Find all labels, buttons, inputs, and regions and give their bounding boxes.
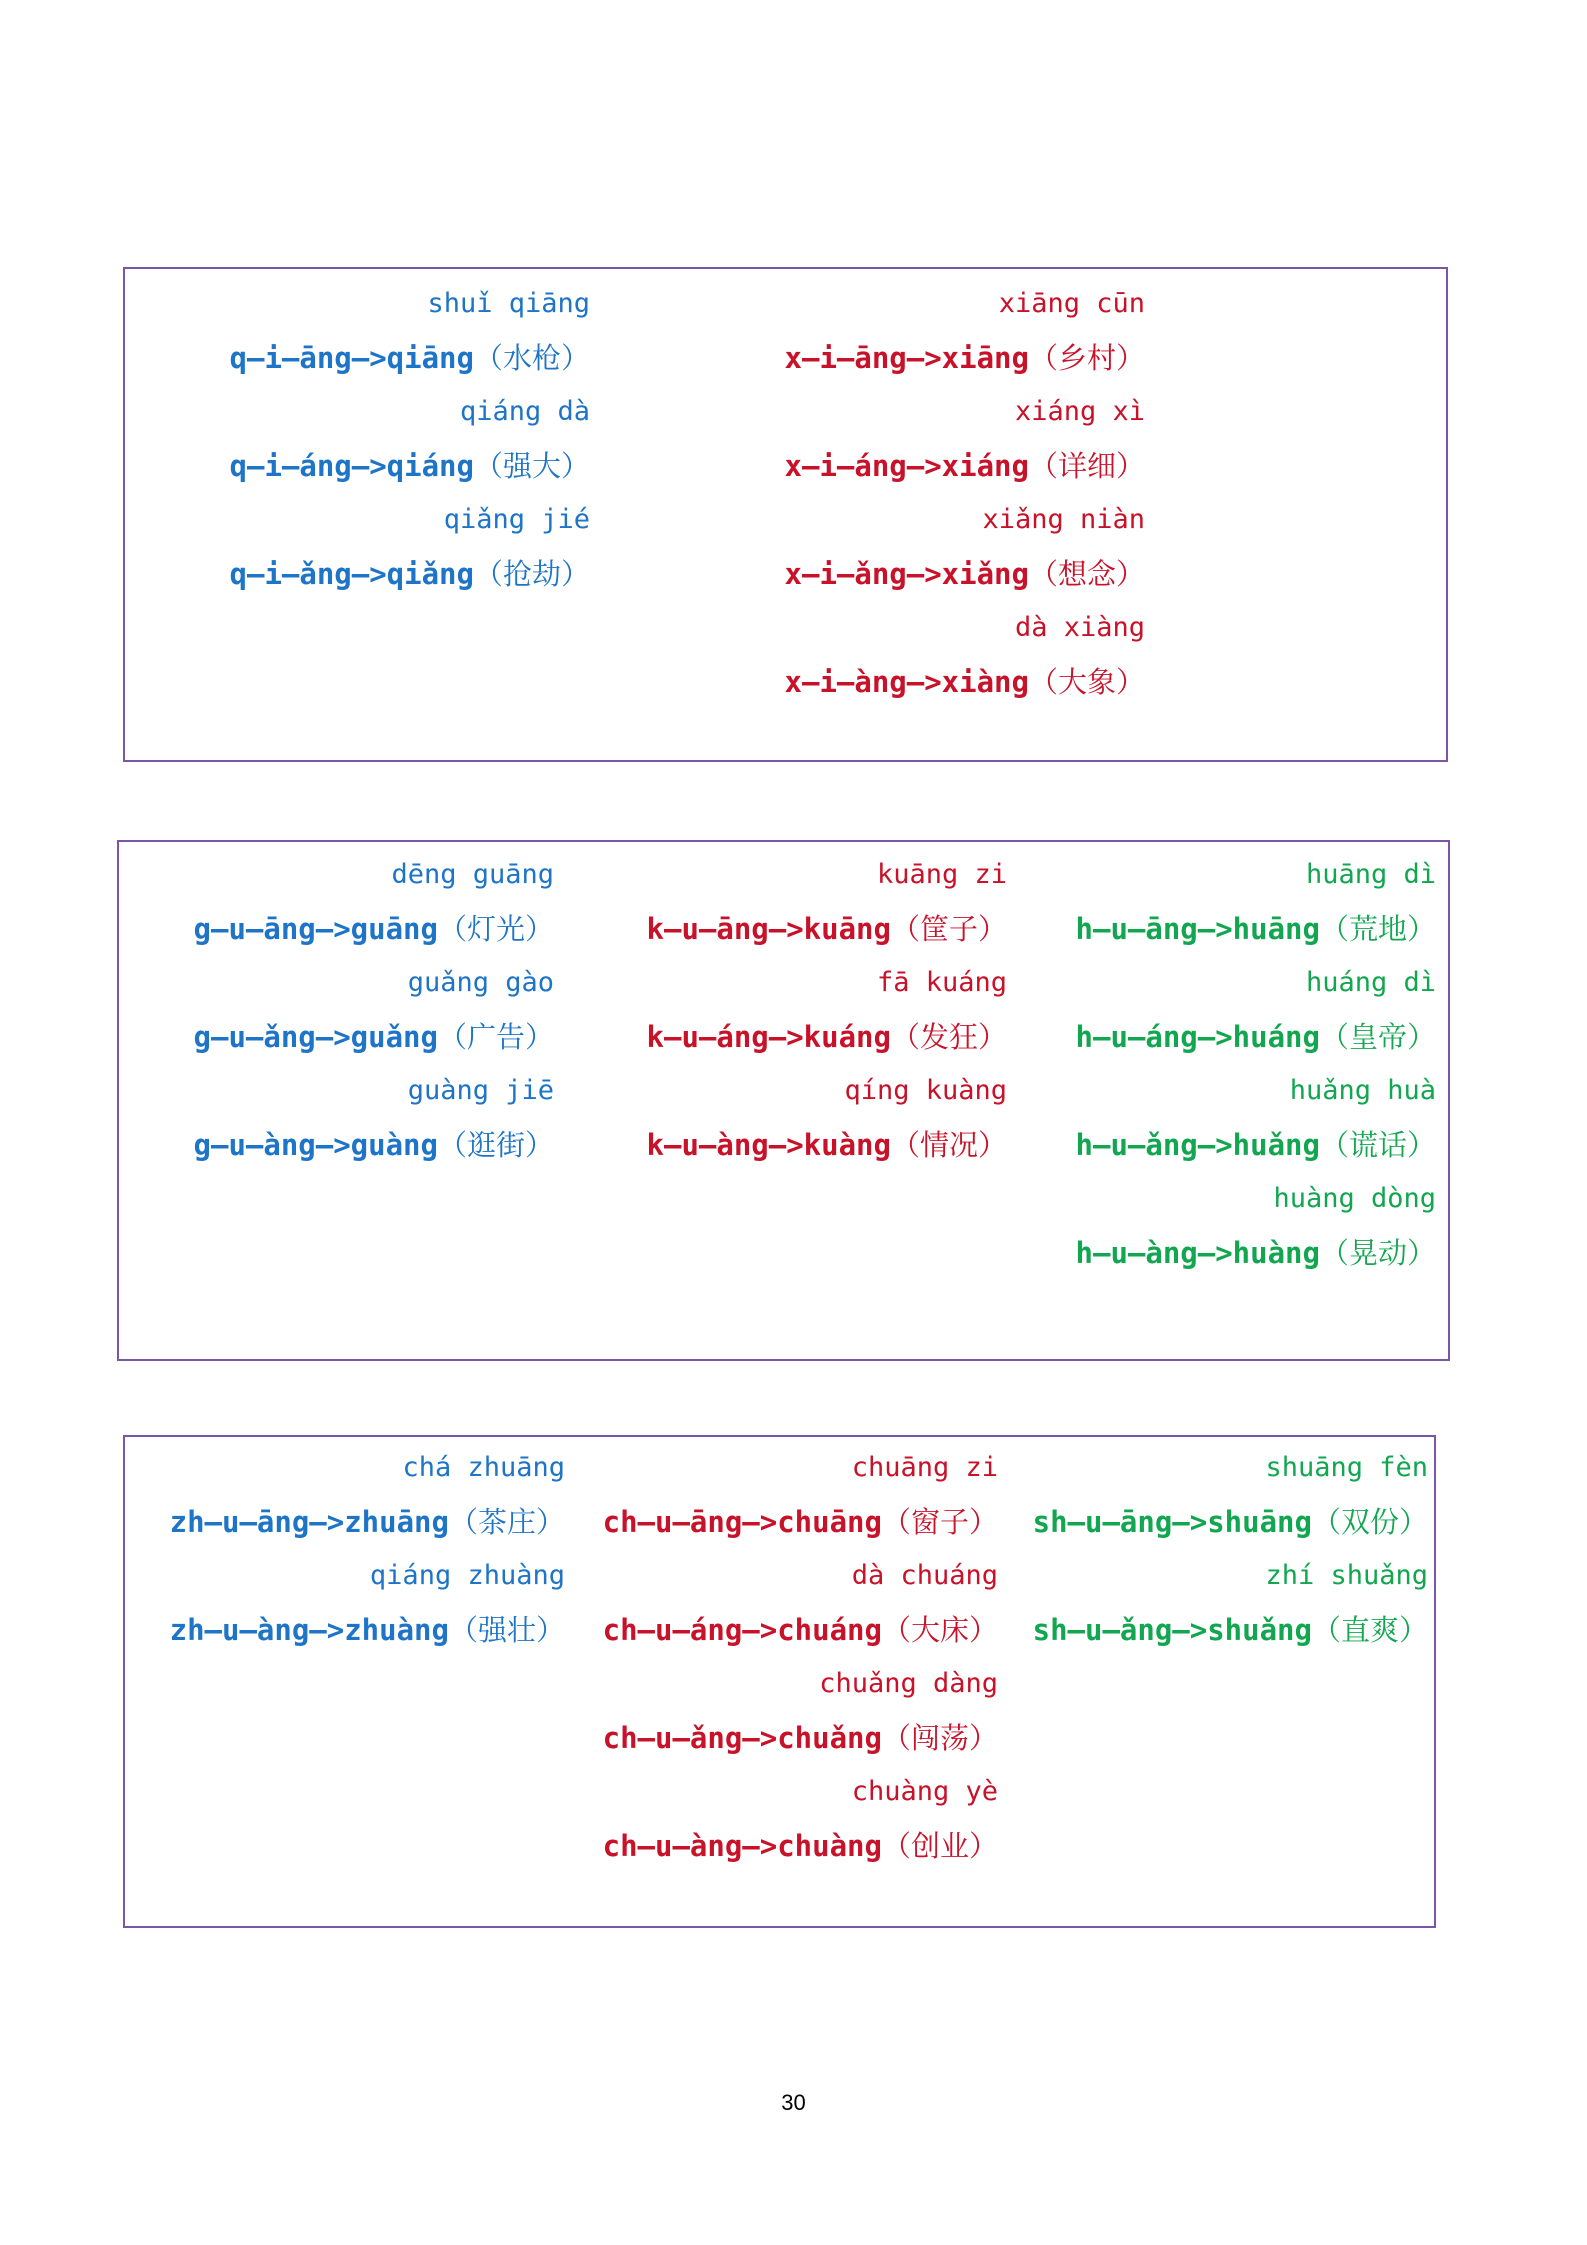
spelling-line [135, 1603, 565, 1657]
list-item [565, 1441, 998, 1549]
spelling-line [135, 1495, 565, 1549]
hanzi-word: （详细） [1028, 449, 1145, 483]
list-item [134, 1064, 554, 1172]
hanzi-word: （广告） [437, 1020, 554, 1054]
list-item [134, 956, 554, 1064]
list-item [135, 1441, 565, 1549]
pinyin-annotation: xiáng xì [1014, 396, 1145, 427]
hanzi-word: （强壮） [448, 1613, 565, 1647]
spelling-parts: k—u—áng—>kuáng [646, 1020, 891, 1054]
spelling-parts: ch—u—àng—>chuàng [602, 1829, 882, 1863]
spelling-parts: q—i—āng—>qiāng [229, 341, 474, 375]
list-item [1014, 1064, 1436, 1172]
hanzi-word: （茶庄） [448, 1505, 565, 1539]
spelling-line [155, 547, 590, 601]
pinyin-annotation: chuāng zi [851, 1452, 998, 1483]
spelling-parts: h—u—ǎng—>huǎng [1075, 1128, 1320, 1162]
pinyin-annotation: guàng jiē [407, 1075, 554, 1106]
hanzi-word: （逛街） [437, 1128, 554, 1162]
list-item [155, 493, 590, 601]
list-item [705, 601, 1145, 709]
page-number: 30 [781, 2090, 806, 2115]
spelling-line [1005, 1603, 1428, 1657]
spelling-parts: x—i—āng—>xiāng [784, 341, 1029, 375]
pinyin-annotation: kuāng zi [876, 859, 1007, 890]
spelling-line [155, 331, 590, 385]
box-qiang-xiang [123, 267, 1448, 762]
pinyin-annotation: huáng dì [1305, 967, 1436, 998]
spelling-parts: g—u—ǎng—>guǎng [193, 1020, 438, 1054]
pinyin-annotation: chuàng yè [851, 1776, 998, 1807]
spelling-line [705, 331, 1145, 385]
hanzi-word: （发狂） [890, 1020, 1007, 1054]
spelling-parts: zh—u—àng—>zhuàng [169, 1613, 449, 1647]
spelling-line [705, 547, 1145, 601]
pinyin-annotation: chuǎng dàng [819, 1668, 998, 1699]
pinyin-annotation: huǎng huà [1289, 1075, 1436, 1106]
hanzi-word: （皇帝） [1319, 1020, 1436, 1054]
spelling-parts: x—i—áng—>xiáng [784, 449, 1029, 483]
column-chuang [565, 1441, 998, 1873]
hanzi-word: （直爽） [1311, 1613, 1428, 1647]
list-item [1014, 1172, 1436, 1280]
spelling-parts: q—i—áng—>qiáng [229, 449, 474, 483]
list-item [565, 1549, 998, 1657]
spelling-parts: sh—u—āng—>shuāng [1032, 1505, 1312, 1539]
spelling-line [1014, 1118, 1436, 1172]
pinyin-annotation: qiǎng jié [443, 504, 590, 535]
box-guang-kuang-huang [117, 840, 1450, 1361]
spelling-parts: q—i—ǎng—>qiǎng [229, 557, 474, 591]
spelling-parts: k—u—āng—>kuāng [646, 912, 891, 946]
spelling-line [569, 1010, 1007, 1064]
pinyin-annotation: guǎng gào [407, 967, 554, 998]
column-zhuang [135, 1441, 565, 1657]
list-item [569, 1064, 1007, 1172]
spelling-line [565, 1603, 998, 1657]
spelling-parts: ch—u—áng—>chuáng [602, 1613, 882, 1647]
spelling-line [705, 439, 1145, 493]
pinyin-annotation: fā kuáng [876, 967, 1007, 998]
spelling-parts: h—u—áng—>huáng [1075, 1020, 1320, 1054]
spelling-line [565, 1819, 998, 1873]
column-qiang [155, 277, 590, 601]
spelling-line [134, 1010, 554, 1064]
spelling-line [569, 1118, 1007, 1172]
hanzi-word: （荒地） [1319, 912, 1436, 946]
spelling-line [155, 439, 590, 493]
hanzi-word: （谎话） [1319, 1128, 1436, 1162]
spelling-parts: x—i—àng—>xiàng [784, 665, 1029, 699]
hanzi-word: （强大） [473, 449, 590, 483]
spelling-line [134, 902, 554, 956]
hanzi-word: （创业） [881, 1829, 998, 1863]
box-zhuang-chuang-shuang [123, 1435, 1436, 1928]
hanzi-word: （水枪） [473, 341, 590, 375]
list-item [1014, 956, 1436, 1064]
pinyin-annotation: dà xiàng [1014, 612, 1145, 643]
list-item [155, 385, 590, 493]
spelling-parts: x—i—ǎng—>xiǎng [784, 557, 1029, 591]
pinyin-annotation: qiáng zhuàng [369, 1560, 565, 1591]
list-item [569, 956, 1007, 1064]
spelling-parts: h—u—āng—>huāng [1075, 912, 1320, 946]
list-item [134, 848, 554, 956]
pinyin-annotation: qiáng dà [459, 396, 590, 427]
hanzi-word: （闯荡） [881, 1721, 998, 1755]
spelling-line [1014, 902, 1436, 956]
pinyin-annotation: xiǎng niàn [982, 504, 1145, 535]
column-huang [1014, 848, 1436, 1280]
pinyin-annotation: shuāng fèn [1265, 1452, 1428, 1483]
list-item [705, 493, 1145, 601]
spelling-parts: ch—u—āng—>chuāng [602, 1505, 882, 1539]
column-shuang [1005, 1441, 1428, 1657]
spelling-line [569, 902, 1007, 956]
spelling-line [1014, 1226, 1436, 1280]
list-item [135, 1549, 565, 1657]
hanzi-word: （双份） [1311, 1505, 1428, 1539]
hanzi-word: （窗子） [881, 1505, 998, 1539]
list-item [1005, 1549, 1428, 1657]
spelling-line [1014, 1010, 1436, 1064]
spelling-line [565, 1495, 998, 1549]
hanzi-word: （晃动） [1319, 1236, 1436, 1270]
column-xiang [705, 277, 1145, 709]
list-item [565, 1765, 998, 1873]
spelling-line [565, 1711, 998, 1765]
spelling-parts: zh—u—āng—>zhuāng [169, 1505, 449, 1539]
hanzi-word: （抢劫） [473, 557, 590, 591]
hanzi-word: （情况） [890, 1128, 1007, 1162]
hanzi-word: （筐子） [890, 912, 1007, 946]
list-item [705, 277, 1145, 385]
hanzi-word: （灯光） [437, 912, 554, 946]
pinyin-annotation: xiāng cūn [998, 288, 1145, 319]
list-item [705, 385, 1145, 493]
spelling-parts: h—u—àng—>huàng [1075, 1236, 1320, 1270]
spelling-line [134, 1118, 554, 1172]
spelling-line [1005, 1495, 1428, 1549]
list-item [569, 848, 1007, 956]
pinyin-annotation: qíng kuàng [844, 1075, 1007, 1106]
pinyin-annotation: huàng dòng [1273, 1183, 1436, 1214]
spelling-parts: k—u—àng—>kuàng [646, 1128, 891, 1162]
hanzi-word: （想念） [1028, 557, 1145, 591]
pinyin-annotation: dēng guāng [391, 859, 554, 890]
spelling-line [705, 655, 1145, 709]
list-item [1005, 1441, 1428, 1549]
list-item [565, 1657, 998, 1765]
pinyin-annotation: dà chuáng [851, 1560, 998, 1591]
column-kuang [569, 848, 1007, 1172]
list-item [155, 277, 590, 385]
spelling-parts: ch—u—ǎng—>chuǎng [602, 1721, 882, 1755]
hanzi-word: （大床） [881, 1613, 998, 1647]
pinyin-annotation: zhí shuǎng [1265, 1560, 1428, 1591]
column-guang [134, 848, 554, 1172]
hanzi-word: （大象） [1028, 665, 1145, 699]
pinyin-annotation: huāng dì [1305, 859, 1436, 890]
pinyin-annotation: chá zhuāng [402, 1452, 565, 1483]
hanzi-word: （乡村） [1028, 341, 1145, 375]
spelling-parts: g—u—àng—>guàng [193, 1128, 438, 1162]
spelling-parts: sh—u—ǎng—>shuǎng [1032, 1613, 1312, 1647]
pinyin-annotation: shuǐ qiāng [427, 288, 590, 319]
spelling-parts: g—u—āng—>guāng [193, 912, 438, 946]
list-item [1014, 848, 1436, 956]
